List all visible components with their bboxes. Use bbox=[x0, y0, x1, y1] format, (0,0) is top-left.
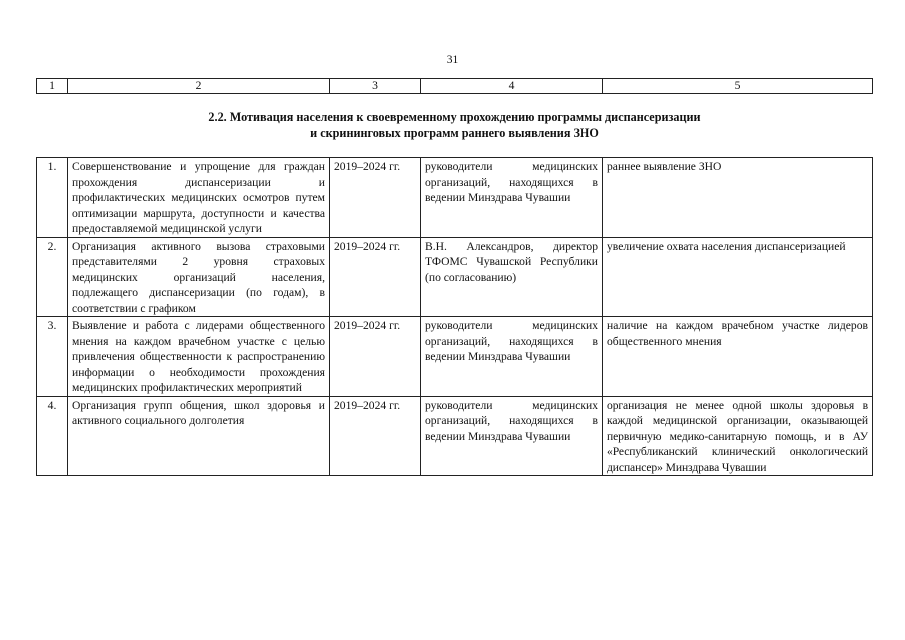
row-action: Организация активного вызова страховыми представителями 2 уровня страховых медицинских организаций населения, подлежащего диспансеризации (по годам), в соответствии с графиком bbox=[68, 237, 330, 317]
table-row bbox=[37, 317, 873, 397]
column-number-header: 2 bbox=[68, 79, 330, 94]
row-period: 2019–2024 гг. bbox=[330, 158, 421, 238]
section-heading bbox=[37, 94, 873, 158]
section-heading-row bbox=[37, 94, 873, 158]
table-row bbox=[37, 158, 873, 238]
table-row bbox=[37, 237, 873, 317]
table-row bbox=[37, 396, 873, 476]
row-result: наличие на каждом врачебном участке лидеров общественного мнения bbox=[603, 317, 873, 397]
row-action: Организация групп общения, школ здоровья и активного социального долголетия bbox=[68, 396, 330, 476]
row-number: 3. bbox=[37, 317, 68, 397]
measures-table bbox=[36, 78, 873, 476]
section-title-line1: 2.2. Мотивация населения к своевременному прохождению программы диспансеризации bbox=[208, 110, 701, 124]
row-result: увеличение охвата населения диспансеризацией bbox=[603, 237, 873, 317]
row-period: 2019–2024 гг. bbox=[330, 237, 421, 317]
row-period: 2019–2024 гг. bbox=[330, 317, 421, 397]
row-period: 2019–2024 гг. bbox=[330, 396, 421, 476]
row-result: организация не менее одной школы здоровья в каждой медицинской организации, оказывающей первичную медико-санитарную помощь, и в АУ «Республиканский клинический онкологический диспансер» Минздрава Чувашии bbox=[603, 396, 873, 476]
page-number: 31 bbox=[446, 54, 459, 66]
column-number-header: 4 bbox=[421, 79, 603, 94]
row-number: 4. bbox=[37, 396, 68, 476]
column-number-row bbox=[37, 79, 873, 94]
row-responsible: руководители медицинских организаций, находящихся в ведении Минздрава Чувашии bbox=[421, 317, 603, 397]
section-title-line2: и скрининговых программ раннего выявления ЗНО bbox=[310, 126, 599, 140]
row-action: Выявление и работа с лидерами общественного мнения на каждом врачебном участке с целью привлечения общественности к распространению информации о необходимости прохождения медицинских профилактических мероприятий bbox=[68, 317, 330, 397]
column-number-header: 1 bbox=[37, 79, 68, 94]
row-number: 2. bbox=[37, 237, 68, 317]
row-action: Совершенствование и упрощение для граждан прохождения диспансеризации и профилактических медицинских осмотров путем оптимизации маршрута, доступности и качества предоставляемой медицинской услуги bbox=[68, 158, 330, 238]
row-responsible: руководители медицинских организаций, находящихся в ведении Минздрава Чувашии bbox=[421, 158, 603, 238]
row-number: 1. bbox=[37, 158, 68, 238]
row-responsible: В.Н. Александров, директор ТФОМС Чувашской Республики (по согласованию) bbox=[421, 237, 603, 317]
column-number-header: 5 bbox=[603, 79, 873, 94]
row-result: раннее выявление ЗНО bbox=[603, 158, 873, 238]
row-responsible: руководители медицинских организаций, находящихся в ведении Минздрава Чувашии bbox=[421, 396, 603, 476]
column-number-header: 3 bbox=[330, 79, 421, 94]
